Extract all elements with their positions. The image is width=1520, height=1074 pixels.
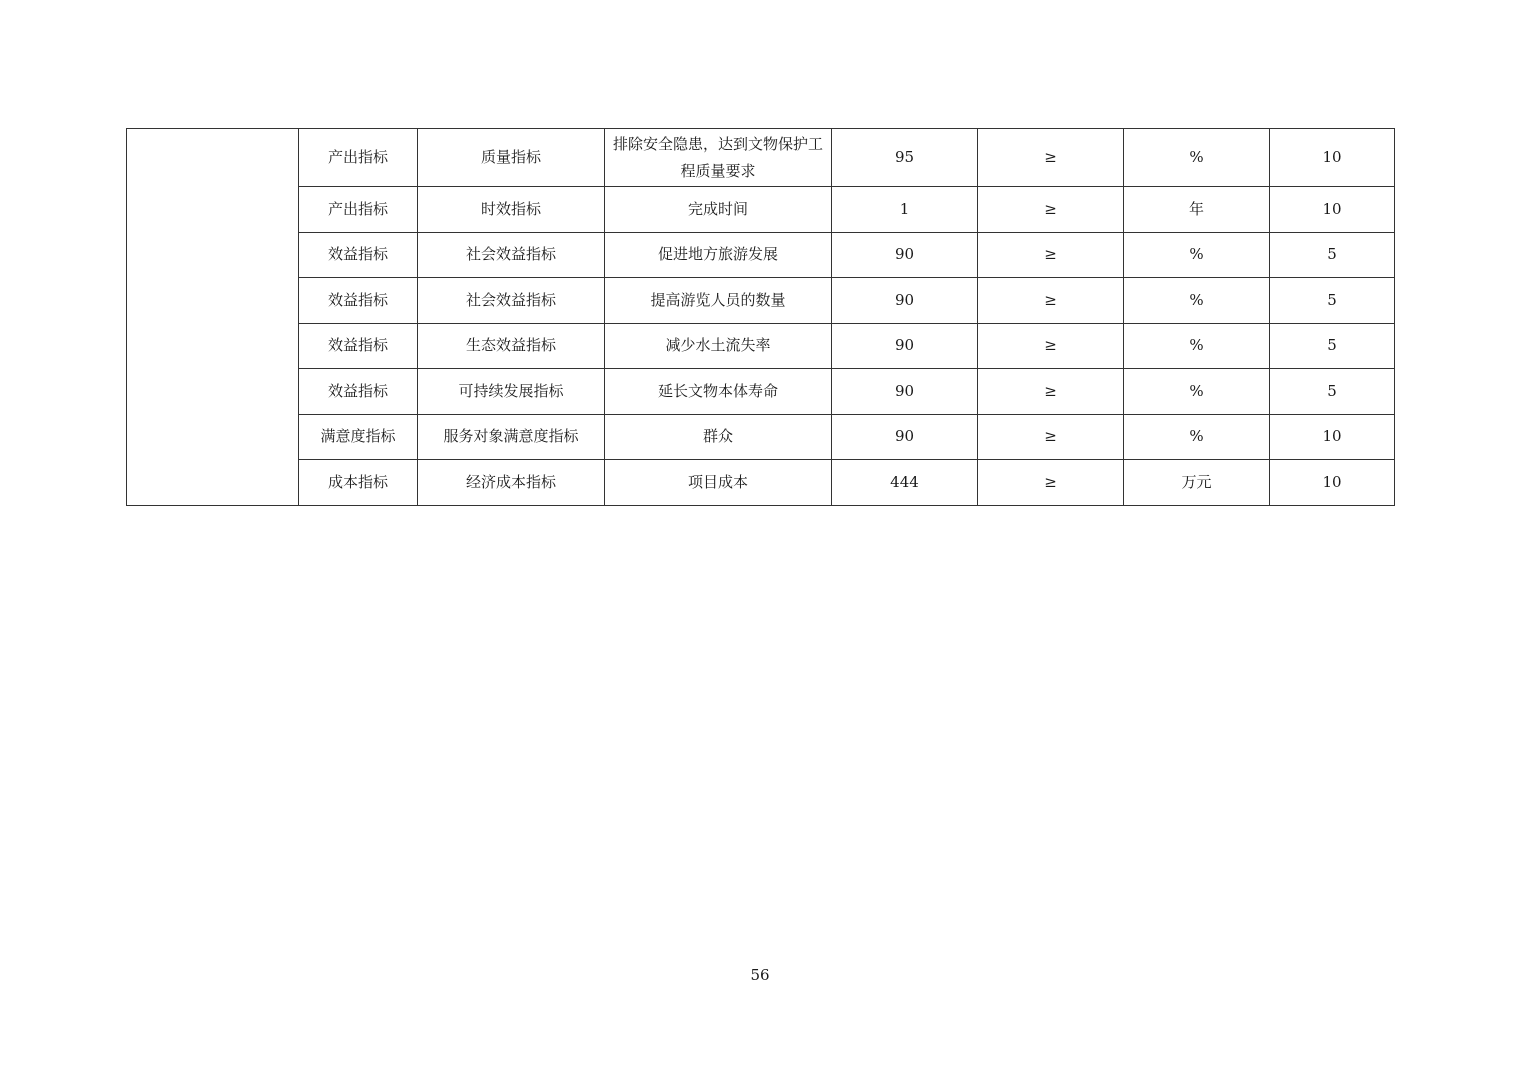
operator-cell: ≥ bbox=[978, 187, 1124, 233]
table-row bbox=[127, 278, 1395, 324]
level3-indicator-cell: 项目成本 bbox=[605, 460, 832, 506]
merged-blank-cell bbox=[127, 129, 299, 506]
score-cell: 10 bbox=[1270, 129, 1395, 187]
performance-indicator-table bbox=[126, 128, 1395, 506]
level3-indicator-cell: 群众 bbox=[605, 414, 832, 460]
level2-indicator-cell: 时效指标 bbox=[418, 187, 605, 233]
level3-indicator-cell: 排除安全隐患，达到文物保护工程质量要求 bbox=[605, 129, 832, 187]
table-row bbox=[127, 232, 1395, 278]
score-cell: 5 bbox=[1270, 323, 1395, 369]
target-value-cell: 444 bbox=[832, 460, 978, 506]
table-row bbox=[127, 129, 1395, 187]
level1-indicator-cell: 成本指标 bbox=[299, 460, 418, 506]
operator-cell: ≥ bbox=[978, 460, 1124, 506]
level2-indicator-cell: 质量指标 bbox=[418, 129, 605, 187]
level3-indicator-cell: 减少水土流失率 bbox=[605, 323, 832, 369]
score-cell: 5 bbox=[1270, 369, 1395, 415]
page-number: 56 bbox=[750, 966, 770, 984]
unit-cell: 万元 bbox=[1124, 460, 1270, 506]
operator-cell: ≥ bbox=[978, 369, 1124, 415]
level1-indicator-cell: 效益指标 bbox=[299, 278, 418, 324]
target-value-cell: 1 bbox=[832, 187, 978, 233]
level2-indicator-cell: 社会效益指标 bbox=[418, 232, 605, 278]
target-value-cell: 90 bbox=[832, 414, 978, 460]
target-value-cell: 90 bbox=[832, 323, 978, 369]
unit-cell: % bbox=[1124, 414, 1270, 460]
level1-indicator-cell: 产出指标 bbox=[299, 187, 418, 233]
unit-cell: 年 bbox=[1124, 187, 1270, 233]
table-row bbox=[127, 323, 1395, 369]
level2-indicator-cell: 服务对象满意度指标 bbox=[418, 414, 605, 460]
operator-cell: ≥ bbox=[978, 278, 1124, 324]
target-value-cell: 90 bbox=[832, 369, 978, 415]
operator-cell: ≥ bbox=[978, 232, 1124, 278]
table-row bbox=[127, 460, 1395, 506]
operator-cell: ≥ bbox=[978, 323, 1124, 369]
score-cell: 10 bbox=[1270, 187, 1395, 233]
unit-cell: % bbox=[1124, 278, 1270, 324]
score-cell: 5 bbox=[1270, 232, 1395, 278]
level3-indicator-cell: 促进地方旅游发展 bbox=[605, 232, 832, 278]
level1-indicator-cell: 效益指标 bbox=[299, 369, 418, 415]
level3-indicator-cell: 延长文物本体寿命 bbox=[605, 369, 832, 415]
table-row bbox=[127, 187, 1395, 233]
score-cell: 10 bbox=[1270, 414, 1395, 460]
level2-indicator-cell: 可持续发展指标 bbox=[418, 369, 605, 415]
level3-indicator-cell: 完成时间 bbox=[605, 187, 832, 233]
level1-indicator-cell: 满意度指标 bbox=[299, 414, 418, 460]
table-row bbox=[127, 414, 1395, 460]
target-value-cell: 90 bbox=[832, 232, 978, 278]
level2-indicator-cell: 经济成本指标 bbox=[418, 460, 605, 506]
level1-indicator-cell: 产出指标 bbox=[299, 129, 418, 187]
unit-cell: % bbox=[1124, 323, 1270, 369]
score-cell: 5 bbox=[1270, 278, 1395, 324]
target-value-cell: 95 bbox=[832, 129, 978, 187]
level1-indicator-cell: 效益指标 bbox=[299, 232, 418, 278]
score-cell: 10 bbox=[1270, 460, 1395, 506]
level3-indicator-cell: 提高游览人员的数量 bbox=[605, 278, 832, 324]
unit-cell: % bbox=[1124, 232, 1270, 278]
table-row bbox=[127, 369, 1395, 415]
target-value-cell: 90 bbox=[832, 278, 978, 324]
level2-indicator-cell: 生态效益指标 bbox=[418, 323, 605, 369]
level1-indicator-cell: 效益指标 bbox=[299, 323, 418, 369]
operator-cell: ≥ bbox=[978, 129, 1124, 187]
level2-indicator-cell: 社会效益指标 bbox=[418, 278, 605, 324]
operator-cell: ≥ bbox=[978, 414, 1124, 460]
unit-cell: % bbox=[1124, 369, 1270, 415]
unit-cell: % bbox=[1124, 129, 1270, 187]
